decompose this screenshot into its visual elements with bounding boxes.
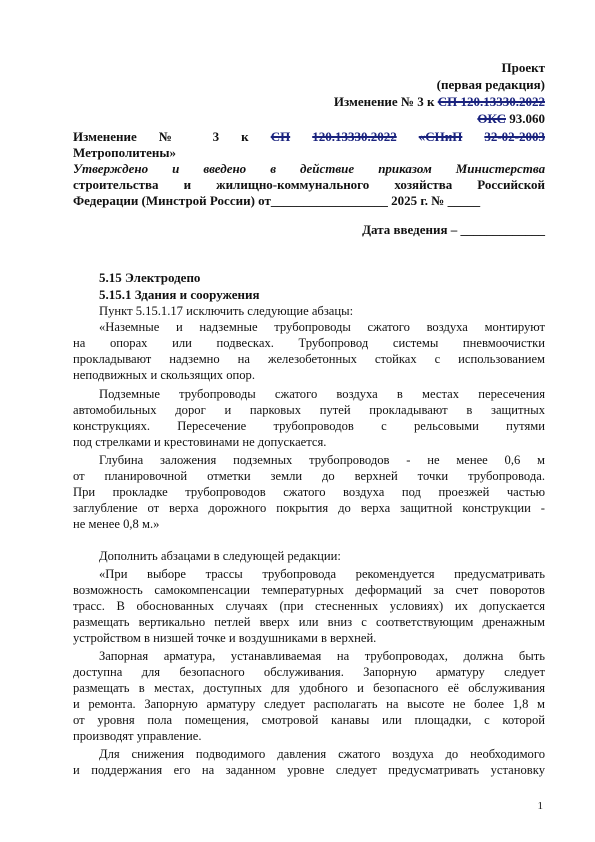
approval-word: действие — [300, 161, 355, 176]
body-line: конструкциях. Пересечение трубопроводов с рельсовыми путями — [73, 419, 545, 433]
body-line: от уровня пола помещения, смотровой канавы или площадки, с которой — [73, 713, 545, 727]
body-line: и ремонта. Запорную арматуру следует располагать на высоте не более 1,8 м — [73, 697, 545, 711]
body-line: Для снижения подводимого давления сжатого воздуха до необходимого — [99, 747, 545, 761]
body-line: и поддержания его на заданном уровне следует предусматривать установку — [73, 763, 545, 777]
approval-line-3: Федерации (Минстрой России) от__________________ 2025 г. № _____ — [73, 193, 481, 208]
body-line: автомобильных дорог и парковых путей прокладывают в защитных — [73, 403, 545, 417]
approval-word: и — [172, 161, 180, 176]
body-line: Глубина заложения подземных трубопроводов - не менее 0,6 м — [99, 453, 545, 467]
body-line: возможность самокомпенсации температурных деформаций за счет поворотов — [73, 583, 545, 597]
title-word: «СНиП — [418, 129, 463, 144]
title-word: 3 — [212, 129, 220, 144]
body-line: прокладывают надземно на железобетонных стойках с использованием — [73, 352, 545, 366]
body-line: неподвижных и скользящих опор. — [73, 368, 255, 382]
body-line: заглубление от верха дорожного покрытия до верха защитной конструкции - — [73, 501, 545, 515]
body-line: размещать в местах, доступных для удобного и безопасного её обслуживания — [73, 681, 545, 695]
project-label: Проект — [501, 60, 545, 75]
title-line-2: Метрополитены» — [73, 145, 177, 160]
body-line: Подземные трубопроводы сжатого воздуха в местах пересечения — [99, 387, 545, 401]
approval-word: в — [270, 161, 277, 176]
amendment-ref-code: СП 120.13330.2022 — [437, 94, 545, 109]
title-word: 120.13330.2022 — [312, 129, 397, 144]
amendment-ref-prefix: Изменение № 3 к — [333, 94, 438, 109]
body-line: на опорах или подвесках. Трубопровод системы пневмоочистки — [73, 336, 545, 350]
body-line: размещать вертикально петлей вверх или вниз с соответствующим дренажным — [73, 615, 545, 629]
oks-value: 93.060 — [509, 111, 545, 126]
body-line: не менее 0,8 м.» — [73, 517, 160, 531]
approval-word: введено — [203, 161, 247, 176]
subsection-title: 5.15.1 Здания и сооружения — [99, 287, 260, 302]
body-line: от планировочной отметки земли до верхней точки трубопровода. — [73, 469, 545, 483]
body-line: доступна для безопасного обслуживания. Запорную арматуру следует — [73, 665, 545, 679]
body-line: «Наземные и надземные трубопроводы сжатого воздуха монтируют — [99, 320, 545, 334]
approval-word: Министерства — [455, 161, 546, 176]
body-line: При прокладке трубопроводов сжатого воздуха под проезжей частью — [73, 485, 545, 499]
title-word: Изменение — [73, 129, 137, 144]
title-word: СП — [270, 129, 291, 144]
approval-line-1 — [73, 161, 545, 177]
approval-word: Утверждено — [73, 161, 149, 176]
body-line: под стрелками и крестовинами не допускается. — [73, 435, 327, 449]
body-line: трасс. В обоснованных случаях (при стесненных условиях) их допускается — [73, 599, 545, 613]
body-line: устройством в низшей точке и воздушниками в верхней. — [73, 631, 377, 645]
oks-code — [477, 111, 545, 127]
approval-word: Российской — [477, 177, 546, 192]
body-line: Дополнить абзацами в следующей редакции: — [99, 549, 341, 563]
amendment-reference — [334, 94, 545, 110]
oks-label: ОКС — [477, 111, 506, 126]
approval-line-2 — [73, 177, 545, 193]
page-number: 1 — [537, 800, 543, 812]
body-line: «При выборе трассы трубопровода рекомендуется предусматривать — [99, 567, 545, 581]
approval-word: хозяйства — [394, 177, 453, 192]
body-line: производят управление. — [73, 729, 202, 743]
approval-word: строительства — [73, 177, 159, 192]
title-word: к — [241, 129, 249, 144]
approval-word: приказом — [378, 161, 432, 176]
body-line: Запорная арматура, устанавливаемая на трубопроводах, должна быть — [99, 649, 545, 663]
approval-word: и — [183, 177, 192, 192]
edition-label: (первая редакция) — [436, 77, 545, 92]
approval-word: жилищно-коммунального — [216, 177, 370, 192]
title-line-1 — [73, 129, 545, 145]
introduction-date: Дата введения – _____________ — [362, 222, 545, 237]
title-word: 32-02-2003 — [484, 129, 546, 144]
title-word: № — [158, 129, 191, 144]
body-line: Пункт 5.15.1.17 исключить следующие абзацы: — [99, 304, 354, 318]
section-title: 5.15 Электродепо — [99, 270, 201, 285]
